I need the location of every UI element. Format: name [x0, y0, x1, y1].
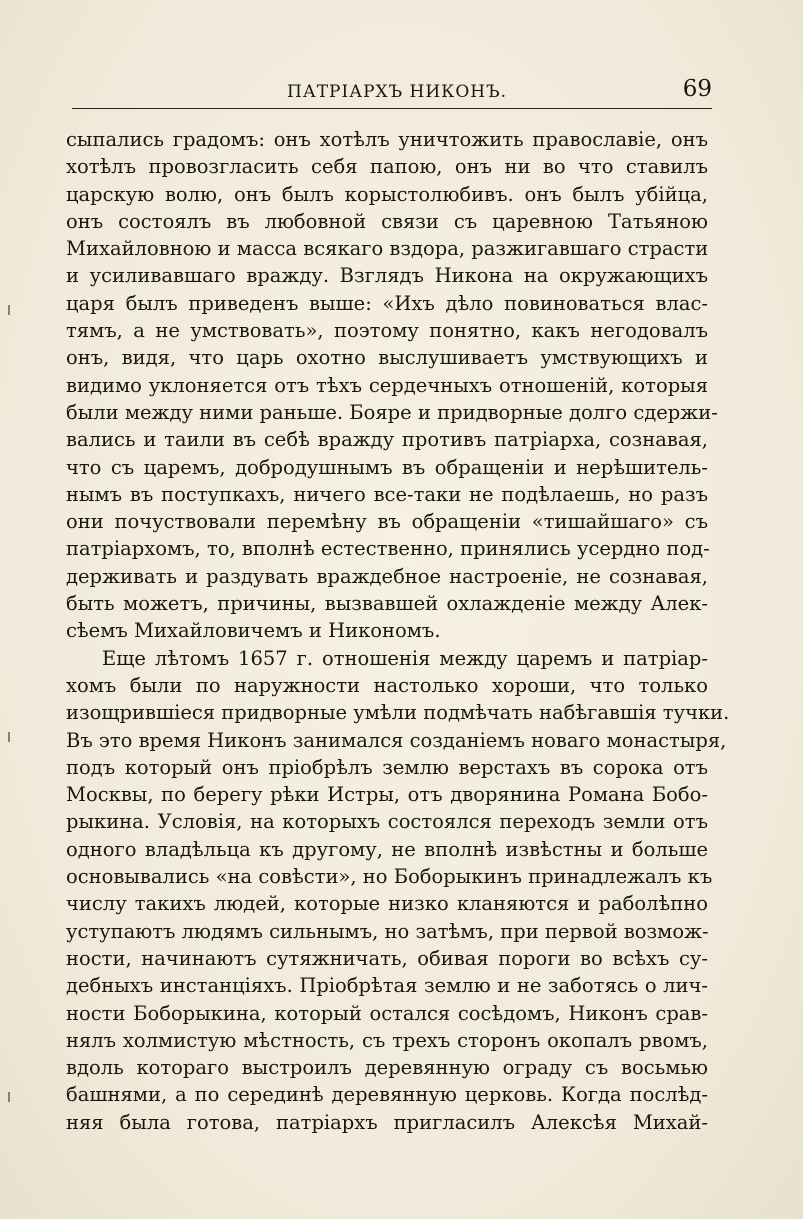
paragraph-start-line: Еще лѣтомъ 1657 г. отношенія между царемъ и патріар- [102, 646, 708, 670]
text-line: тямъ, а не умствовать», поэтому понятно, какъ негодовалъ [66, 319, 708, 343]
text-line: вдоль котораго выстроилъ деревянную ограду съ восьмью [66, 1056, 708, 1080]
text-line: сыпались градомъ: онъ хотѣлъ уничтожить православіе, онъ [66, 128, 708, 151]
left-margin-mark [8, 1092, 10, 1102]
text-line: они почуствовали перемѣну въ обращеніи «тишайшаго» съ [66, 510, 708, 534]
text-line: онъ, видя, что царь охотно выслушиваетъ умствующихъ и [66, 346, 708, 370]
text-line: числу такихъ людей, которые низко кланяются и раболѣпно [66, 892, 708, 916]
running-title: ПАТРІАРХЪ НИКОНЪ. [287, 82, 507, 102]
text-line: няя была готова, патріархъ пригласилъ Алексѣя Михай- [66, 1110, 708, 1134]
text-line: Михайловною и масса всякаго вздора, разжигавшаго страсти [66, 237, 709, 261]
text-line: были между ними раньше. Бояре и придворные долго сдержи- [66, 400, 718, 424]
page-header [72, 74, 712, 110]
text-line: Въ это время Никонъ занимался созданіемъ новаго монастыря, [66, 728, 727, 752]
left-margin-mark [8, 305, 10, 315]
text-line: изощрившіеся придворные умѣли подмѣчать набѣгавшія тучки. [66, 701, 730, 725]
text-line: хомъ были по наружности настолько хороши, что только [66, 673, 708, 697]
left-margin-mark [8, 732, 10, 742]
text-line: Москвы, по берегу рѣки Истры, отъ дворянина Романа Бобо- [66, 783, 708, 807]
text-line: подъ который онъ пріобрѣлъ землю верстахъ въ сорока отъ [66, 755, 708, 779]
text-line: основывались «на совѣсти», но Боборыкинъ принадлежалъ къ [66, 865, 713, 889]
paragraph-end-line: сѣемъ Михайловичемъ и Никономъ. [66, 619, 441, 643]
text-line: быть можетъ, причины, вызвавшей охлажденіе между Алек- [66, 592, 708, 616]
text-line: держивать и раздувать враждебное настроеніе, не сознавая, [66, 564, 708, 588]
text-line: и усиливавшаго вражду. Взглядъ Никона на окружающихъ [66, 264, 708, 288]
text-line: хотѣлъ провозгласить себя папою, онъ ни во что ставилъ [66, 155, 708, 179]
page-number: 69 [682, 76, 712, 102]
text-line: нымъ въ поступкахъ, ничего все-таки не подѣлаешь, но разъ [66, 482, 708, 506]
text-line: что съ царемъ, добродушнымъ въ обращеніи и нерѣшитель- [66, 455, 708, 479]
text-line: башнями, а по серединѣ деревянную церковь. Когда послѣд- [66, 1083, 708, 1107]
text-line: ности Боборыкина, который остался сосѣдомъ, Никонъ срав- [66, 1001, 708, 1025]
text-line: видимо уклоняется отъ тѣхъ сердечныхъ отношеній, которыя [66, 373, 708, 397]
text-line: ности, начинаютъ сутяжничать, обивая пороги во всѣхъ су- [66, 946, 708, 970]
text-line: царскую волю, онъ былъ корыстолюбивъ. онъ былъ убійца, [66, 182, 708, 206]
text-line: рыкина. Условія, на которыхъ состоялся переходъ земли отъ [66, 810, 708, 834]
text-line: уступаютъ людямъ сильнымъ, но затѣмъ, при первой возмож- [66, 919, 709, 943]
text-line: вались и таили въ себѣ вражду противъ патріарха, сознавая, [66, 428, 708, 452]
text-line: патріархомъ, то, вполнѣ естественно, принялись усердно под- [66, 537, 710, 561]
text-line: царя былъ приведенъ выше: «Ихъ дѣло повиноваться влас- [66, 291, 708, 315]
body-text [66, 126, 730, 1136]
text-line: дебныхъ инстанціяхъ. Пріобрѣтая землю и не заботясь о лич- [66, 974, 708, 998]
header-rule [72, 108, 712, 109]
text-line: онъ состоялъ въ любовной связи съ царевною Татьяною [66, 209, 708, 233]
text-line: нялъ холмистую мѣстность, съ трехъ сторонъ окопалъ рвомъ, [66, 1028, 708, 1052]
text-line: одного владѣльца къ другому, не вполнѣ извѣстны и больше [66, 837, 708, 861]
